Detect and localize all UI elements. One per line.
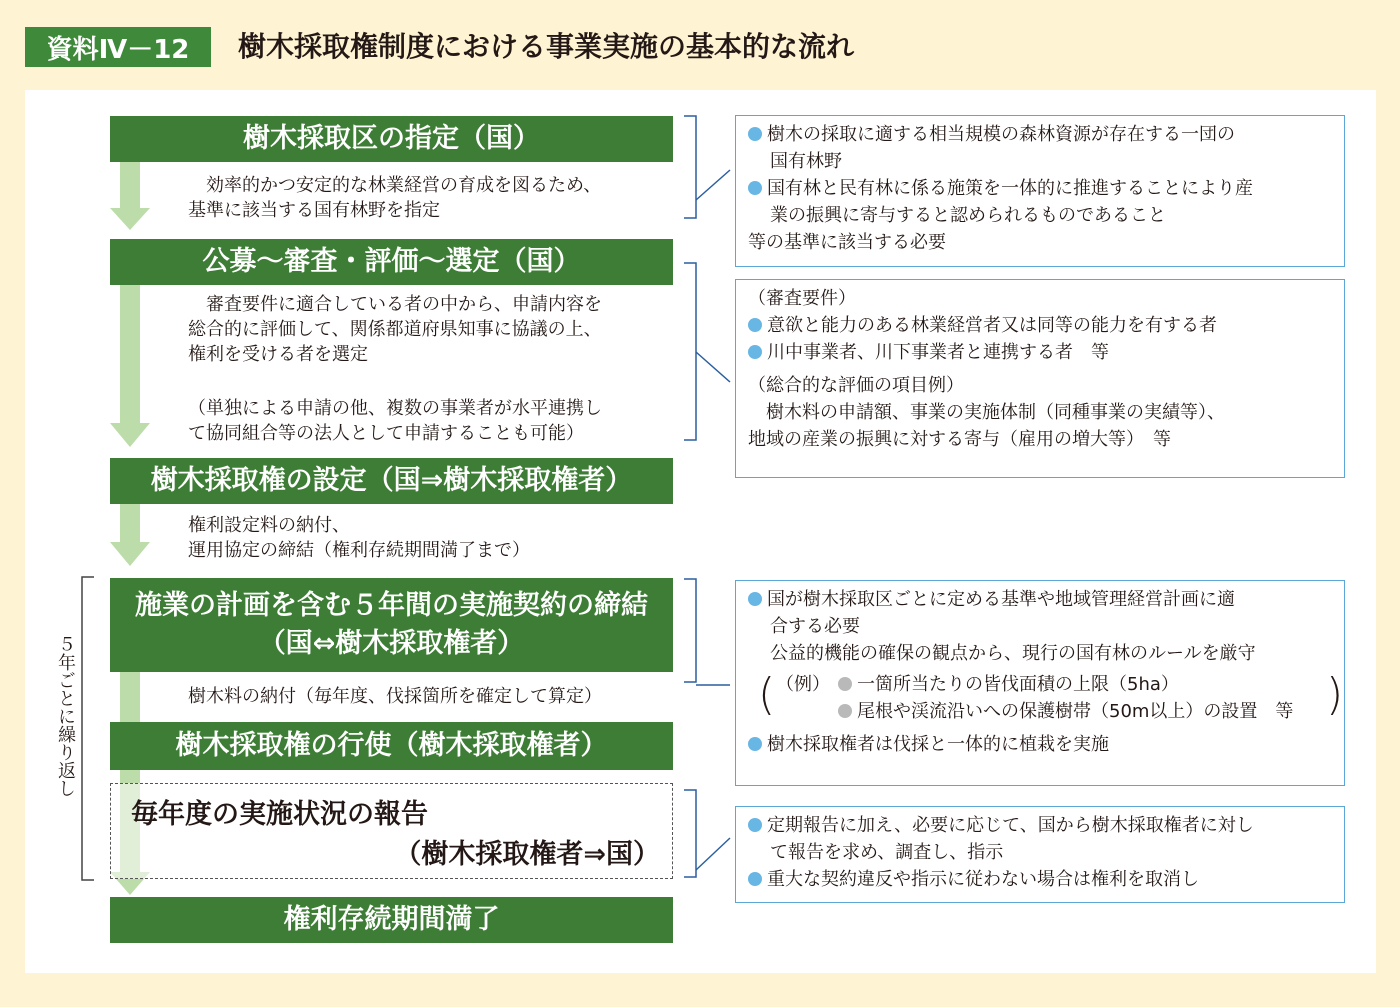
step-designation-label: 樹木採取区の指定（国） <box>243 123 540 154</box>
connector-4 <box>696 838 730 870</box>
desc-setting: 権利設定料の納付、 運用協定の締結（権利存続期間満了まで） <box>188 515 530 561</box>
bracket-3 <box>684 579 696 682</box>
note-text: 国が樹木採取区ごとに定める基準や地域管理経営計画に適 <box>767 589 1235 610</box>
note-text: 意欲と能力のある林業経営者又は同等の能力を有する者 <box>767 315 1217 336</box>
desc-selection-note: （単独による申請の他、複数の事業者が水平連携し て協同組合等の法人として申請することも可能） <box>188 398 602 444</box>
note-text: て報告を求め、調査し、指示 <box>770 842 1004 863</box>
note-designation-criteria <box>735 115 1345 267</box>
note-text: 合する必要 <box>770 616 860 637</box>
repeat-label: ５年ごとに繰り返し <box>55 635 76 797</box>
desc-designation: 効率的かつ安定的な林業経営の育成を図るため、 基準に該当する国有林野を指定 <box>188 175 602 221</box>
step-setting <box>110 458 673 504</box>
note-selection-criteria <box>735 279 1345 478</box>
bracket-1 <box>684 116 696 218</box>
bullet-icon <box>838 677 852 691</box>
step-designation <box>110 116 673 162</box>
note-contract-rules <box>735 580 1345 786</box>
note-report-rules <box>735 806 1345 903</box>
note-text: 川中事業者、川下事業者と連携する者 等 <box>767 342 1109 363</box>
step-expiry <box>110 897 673 943</box>
connector-1 <box>696 170 730 200</box>
bullet-icon <box>748 127 762 141</box>
step-exercise <box>110 722 673 770</box>
bullet-icon <box>748 737 762 751</box>
step-contract-line1: 施業の計画を含む５年間の実施契約の締結 <box>135 590 648 621</box>
step-contract <box>110 578 673 672</box>
repeat-bracket <box>76 575 96 885</box>
bullet-icon <box>838 704 852 718</box>
note-text: 樹木の採取に適する相当規模の森林資源が存在する一団の <box>767 124 1235 145</box>
desc-selection: 審査要件に適合している者の中から、申請内容を 総合的に評価して、関係都道府県知事に協議の上、 権利を受ける者を選定 <box>188 294 602 365</box>
bullet-icon <box>748 872 762 886</box>
note-text: 地域の産業の振興に対する寄与（雇用の増大等） 等 <box>748 429 1171 450</box>
arrow-1-head <box>110 208 150 230</box>
step-exercise-label: 樹木採取権の行使（樹木採取権者） <box>175 730 608 761</box>
figure-tag: 資料Ⅳ－12 <box>25 27 211 67</box>
bracket-4 <box>684 790 696 877</box>
step-selection-label: 公募～審査・評価～選定（国） <box>202 246 581 277</box>
note-text: 一箇所当たりの皆伐面積の上限（5ha） <box>857 674 1179 695</box>
note-text: 樹木料の申請額、事業の実施体制（同種事業の実績等）、 <box>748 402 1225 423</box>
open-paren-icon: ( <box>758 669 776 720</box>
arrow-2-shaft <box>120 285 140 425</box>
note-text: 尾根や渓流沿いへの保護樹帯（50m以上）の設置 等 <box>857 701 1294 722</box>
note-text: 等の基準に該当する必要 <box>748 232 946 253</box>
step-report <box>110 783 673 879</box>
arrow-2-head <box>110 423 150 447</box>
bullet-icon <box>748 181 762 195</box>
step-report-line2: （樹木採取権者⇒国） <box>394 839 660 870</box>
arrow-3-head <box>110 542 150 566</box>
note-text: 国有林野 <box>770 151 842 172</box>
bullet-icon <box>748 818 762 832</box>
note-text: 定期報告に加え、必要に応じて、国から樹木採取権者に対し <box>767 815 1254 836</box>
bullet-icon <box>748 592 762 606</box>
note-heading: （総合的な評価の項目例） <box>748 375 964 396</box>
arrow-4-shaft <box>120 670 140 730</box>
note-text: 公益的機能の確保の観点から、現行の国有林のルールを厳守 <box>770 643 1256 664</box>
connector-2 <box>696 352 730 382</box>
figure-title: 樹木採取権制度における事業実施の基本的な流れ <box>238 30 855 63</box>
note-connectors <box>680 110 740 890</box>
bracket-2 <box>684 263 696 440</box>
step-selection <box>110 239 673 285</box>
note-text: 業の振興に寄与すると認められるものであること <box>770 205 1166 226</box>
example-block <box>748 669 1344 727</box>
note-text: 重大な契約違反や指示に従わない場合は権利を取消し <box>767 869 1199 890</box>
step-setting-label: 樹木採取権の設定（国⇒樹木採取権者） <box>150 465 633 496</box>
example-label: （例） <box>776 674 830 695</box>
note-heading: （審査要件） <box>748 288 856 309</box>
arrow-1-shaft <box>120 160 140 210</box>
note-text: 樹木採取権者は伐採と一体的に植栽を実施 <box>767 734 1109 755</box>
close-paren-icon: ) <box>1326 669 1344 720</box>
bullet-icon <box>748 318 762 332</box>
note-text: 国有林と民有林に係る施策を一体的に推進することにより産 <box>767 178 1253 199</box>
step-report-line1: 毎年度の実施状況の報告 <box>131 799 428 830</box>
step-expiry-label: 権利存続期間満了 <box>283 904 500 935</box>
arrow-3-shaft <box>120 502 140 544</box>
step-contract-line2: （国⇔樹木採取権者） <box>258 628 525 659</box>
desc-contract: 樹木料の納付（毎年度、伐採箇所を確定して算定） <box>188 686 602 707</box>
bullet-icon <box>748 345 762 359</box>
